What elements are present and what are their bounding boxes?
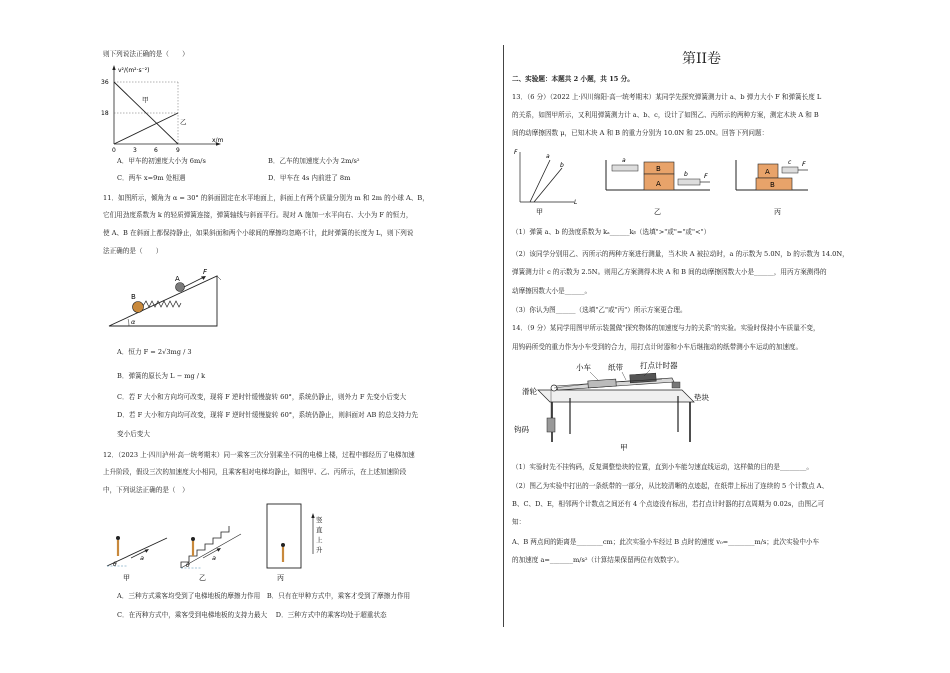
label-b: B <box>131 293 136 301</box>
q10-option-d: D．甲车在 4s 内前进了 8m <box>268 174 351 182</box>
fl-label-b: b <box>560 162 564 169</box>
passenger-bing-head <box>281 543 285 547</box>
fl-line-a <box>530 160 550 202</box>
yi-label-b: B <box>656 165 661 173</box>
yi-label: 乙 <box>654 208 661 216</box>
bing-label-f: F <box>802 160 806 168</box>
accel-bing-arrowhead <box>311 513 314 518</box>
q13-line-2: 的关系，如图甲所示，又利用弹簧测力计 a、b、c，设计了如图乙、丙所示的两种方案，测定木块 A 和 B <box>512 111 819 119</box>
q12-line-2: 上升阶段，假设三次的加速度大小相同，且乘客相对电梯均静止，如图甲、乙、丙所示，在上述加速阶段 <box>103 468 407 476</box>
q14-sub-2b: B、C、D、E，相邻两个计数点之间还有 4 个点迹没有标出，若打点计时器的打点周期为 0.02s，由图乙可 <box>512 500 825 508</box>
q14-line-1: 14．（9 分）某同学用图甲所示装置做"探究物体的加速度与力的关系"的实验。实验时保持小车质量不变， <box>512 324 820 332</box>
q11-option-b: B．弹簧的原长为 L − mg / k <box>117 372 206 380</box>
q11-line-4: 法正确的是（ ） <box>103 247 163 255</box>
passenger-jia-head <box>116 536 120 540</box>
q12-options-ab: A．三种方式乘客均受到了电梯地板的摩擦力作用 B．只有在甲种方式中，乘客才受到了摩擦力作用 <box>117 592 411 600</box>
label-a: A <box>175 275 180 283</box>
q10-option-c: C．两车 x=9m 处相遇 <box>117 174 186 182</box>
label-block: 垫块 <box>694 393 709 402</box>
label-up-1: 竖 <box>316 516 323 524</box>
ball-b-icon <box>133 302 144 313</box>
label-alpha: α <box>131 318 136 326</box>
yi-label-f: F <box>704 172 708 180</box>
ball-a-icon <box>176 283 185 292</box>
q14-sub-1: （1）实验时先不挂钩码，反复调整垫块的位置，直到小车能匀速直线运动，这样做的目的是________。 <box>512 463 813 471</box>
q11-option-c: C．若 F 大小和方向均可改变，现将 F 逆时针缓慢旋转 60°，系统仍静止，则外力 F 先变小后变大 <box>117 393 407 401</box>
q13-sub-3: （3）你认为图______（选填"乙"或"丙"）所示方案更合理。 <box>512 306 687 314</box>
q11-option-d-line1: D．若 F 大小和方向均可改变，现将 F 逆时针缓慢旋转 60°，系统仍静止，则斜面对 AB 的总支持力先 <box>117 411 418 419</box>
passenger-yi-head <box>191 537 195 541</box>
graph-label-yi: 乙 <box>180 118 187 126</box>
force-f-arrow <box>184 277 204 287</box>
graph-tick-9: 9 <box>176 147 180 154</box>
q12-options-cd: C．在丙种方式中，乘客受到电梯地板的支持力最大 D．三种方式中的乘客均处于超重状态 <box>117 611 387 619</box>
q13-sub-1: （1）弹簧 a、b 的劲度系数为 kₐ______kᵦ（选填">"或"="或"<"） <box>512 228 711 236</box>
q14-apparatus-figure <box>512 360 712 455</box>
graph-y-arrow <box>112 65 115 70</box>
incline-hatch <box>217 276 221 280</box>
label-up-3: 上 <box>316 536 323 544</box>
graph-xlabel: x/m <box>212 137 224 144</box>
q11-line-3: 使 A、B 在斜面上都保持静止，如果斜面和两个小球间的摩擦均忽略不计，此时弹簧的长度为 L，则下列说 <box>103 229 414 237</box>
graph-line-yi <box>114 113 178 144</box>
bing-label-c: c <box>788 159 792 166</box>
yi-spring-a-gauge <box>612 165 638 171</box>
q13-figures <box>512 146 812 218</box>
label-up-2: 直 <box>316 526 323 534</box>
q14-line-2: 用钩码所受的重力作为小车受到的合力，用打点计时器和小车后继拖动的纸带测小车运动的加速度。 <box>512 343 803 351</box>
label-car: 小车 <box>576 363 591 372</box>
timer-icon <box>630 373 656 383</box>
q14-sub-2d: A、B 两点间的距离是________cm；此次实验小车经过 B 点时的速度 v₀=________m/s；此次实验中小车 <box>512 538 820 546</box>
fl-label-a: a <box>546 153 550 160</box>
label-f: F <box>203 268 208 276</box>
column-divider <box>503 45 504 627</box>
label-a-jia: a <box>140 554 144 562</box>
label-pulley: 滑轮 <box>522 387 537 396</box>
q10-tail-text: 则下列说法正确的是（ ） <box>103 50 189 58</box>
angle-alpha-arc <box>128 319 129 326</box>
table-top <box>538 390 694 402</box>
q11-line-1: 11．如图所示，倾角为 α = 30° 的斜面固定在水平地面上，斜面上有两个质量分别为 m 和 2m 的小球 A、B， <box>103 194 429 202</box>
label-a-yi: a <box>212 554 216 562</box>
label-theta-jia: θ <box>113 561 117 568</box>
graph-tick-0: 0 <box>112 147 116 154</box>
label-timer: 打点计时器 <box>640 361 678 370</box>
graph-tick-36: 36 <box>101 79 109 86</box>
q10-option-b: B．乙车的加速度大小为 2m/s² <box>268 157 360 165</box>
q11-option-a: A．恒力 F = 2√3mg / 3 <box>117 348 192 356</box>
accel-jia-arrowhead <box>145 549 150 553</box>
section-header: 二、实验题：本题共 2 小题，共 15 分。 <box>512 75 634 83</box>
fl-label-jia: 甲 <box>536 208 543 216</box>
yi-spring-b-gauge <box>678 179 700 185</box>
q11-option-d-line2: 变小后变大 <box>117 430 150 438</box>
label-hook: 钩码 <box>514 425 529 434</box>
q14-sub-2: （2）图乙为实验中打出的一条纸带的一部分，从比较清晰的点迹起，在纸带上标出了连续的 5 个计数点 A、 <box>512 482 829 490</box>
q13-sub-2c: 动摩擦因数大小是______。 <box>512 287 592 295</box>
label-yi: 乙 <box>199 574 206 582</box>
q13-sub-2: （2）该同学分别用乙、丙所示的两种方案进行测量，当木块 A 被拉动时，a 的示数为 5.0N，b 的示数为 14.0N， <box>512 250 849 258</box>
q12-line-3: 中，下列说法正确的是（ ） <box>103 486 189 494</box>
fl-label-l: L <box>574 199 578 206</box>
bing-label-b: B <box>770 181 775 189</box>
cart-icon <box>588 379 616 388</box>
q14-sub-2c: 知： <box>512 518 526 526</box>
incline-wedge <box>109 276 217 326</box>
graph-tick-3: 3 <box>133 147 137 154</box>
graph-label-jia: 甲 <box>142 96 149 104</box>
q12-line-1: 12．（2023 上·四川泸州·高一统考期末）同一乘客三次分别乘坐不同的电梯上楼，过程中都经历了电梯加速 <box>103 451 415 459</box>
section-title: 第II卷 <box>682 51 722 67</box>
leader-tape <box>622 372 626 380</box>
bing-label-a: A <box>765 168 770 176</box>
fl-label-f: F <box>514 149 518 156</box>
yi-label-a-spring: a <box>622 157 626 164</box>
label-bing: 丙 <box>277 574 284 582</box>
yi-label-a: A <box>656 180 661 188</box>
q12-elevator-figures <box>105 500 325 588</box>
graph-ylabel: v²/(m²·s⁻²) <box>118 67 150 74</box>
q10-option-a: A．甲车的初速度大小为 6m/s <box>117 157 206 165</box>
bing-spring-c-gauge <box>782 167 798 173</box>
q14-sub-2e: 的加速度 a=_______m/s²（计算结果保留两位有效数字）。 <box>512 556 684 564</box>
graph-tick-18: 18 <box>101 110 109 117</box>
q13-line-3: 间的动摩擦因数 μ，已知木块 A 和 B 的重力分别为 10.0N 和 25.0N。回答下列问题： <box>512 129 769 137</box>
label-theta-yi: θ <box>186 562 190 569</box>
bing-label: 丙 <box>774 208 781 216</box>
q13-sub-2b: 弹簧测力计 c 的示数为 2.5N。则用乙方案测得木块 A 和 B 间的动摩擦因数大小是______，用丙方案测得的 <box>512 268 827 276</box>
graph-tick-6: 6 <box>154 147 158 154</box>
q11-incline-figure <box>105 268 225 330</box>
q11-line-2: 它们用劲度系数为 k 的轻质弹簧连接，弹簧轴线与斜面平行。现对 A 施加一水平向右、大小为 F 的恒力， <box>103 211 413 219</box>
yi-label-b-spring: b <box>684 171 688 178</box>
q10-graph <box>100 62 230 154</box>
q13-line-1: 13．（6 分）（2022 上·四川绵阳·高一统考期末）某同学先探究弹簧测力计 a、b 弹力大小 F 和弹簧长度 L <box>512 93 822 101</box>
escalator-yi-slope <box>181 534 241 568</box>
label-jia: 甲 <box>123 574 130 582</box>
hook-weight-icon <box>547 418 555 432</box>
label-jia: 甲 <box>620 443 628 452</box>
label-tape: 纸带 <box>608 363 623 372</box>
label-up-4: 升 <box>316 546 323 554</box>
block-pad-icon <box>672 382 680 388</box>
leader-car <box>590 372 598 380</box>
